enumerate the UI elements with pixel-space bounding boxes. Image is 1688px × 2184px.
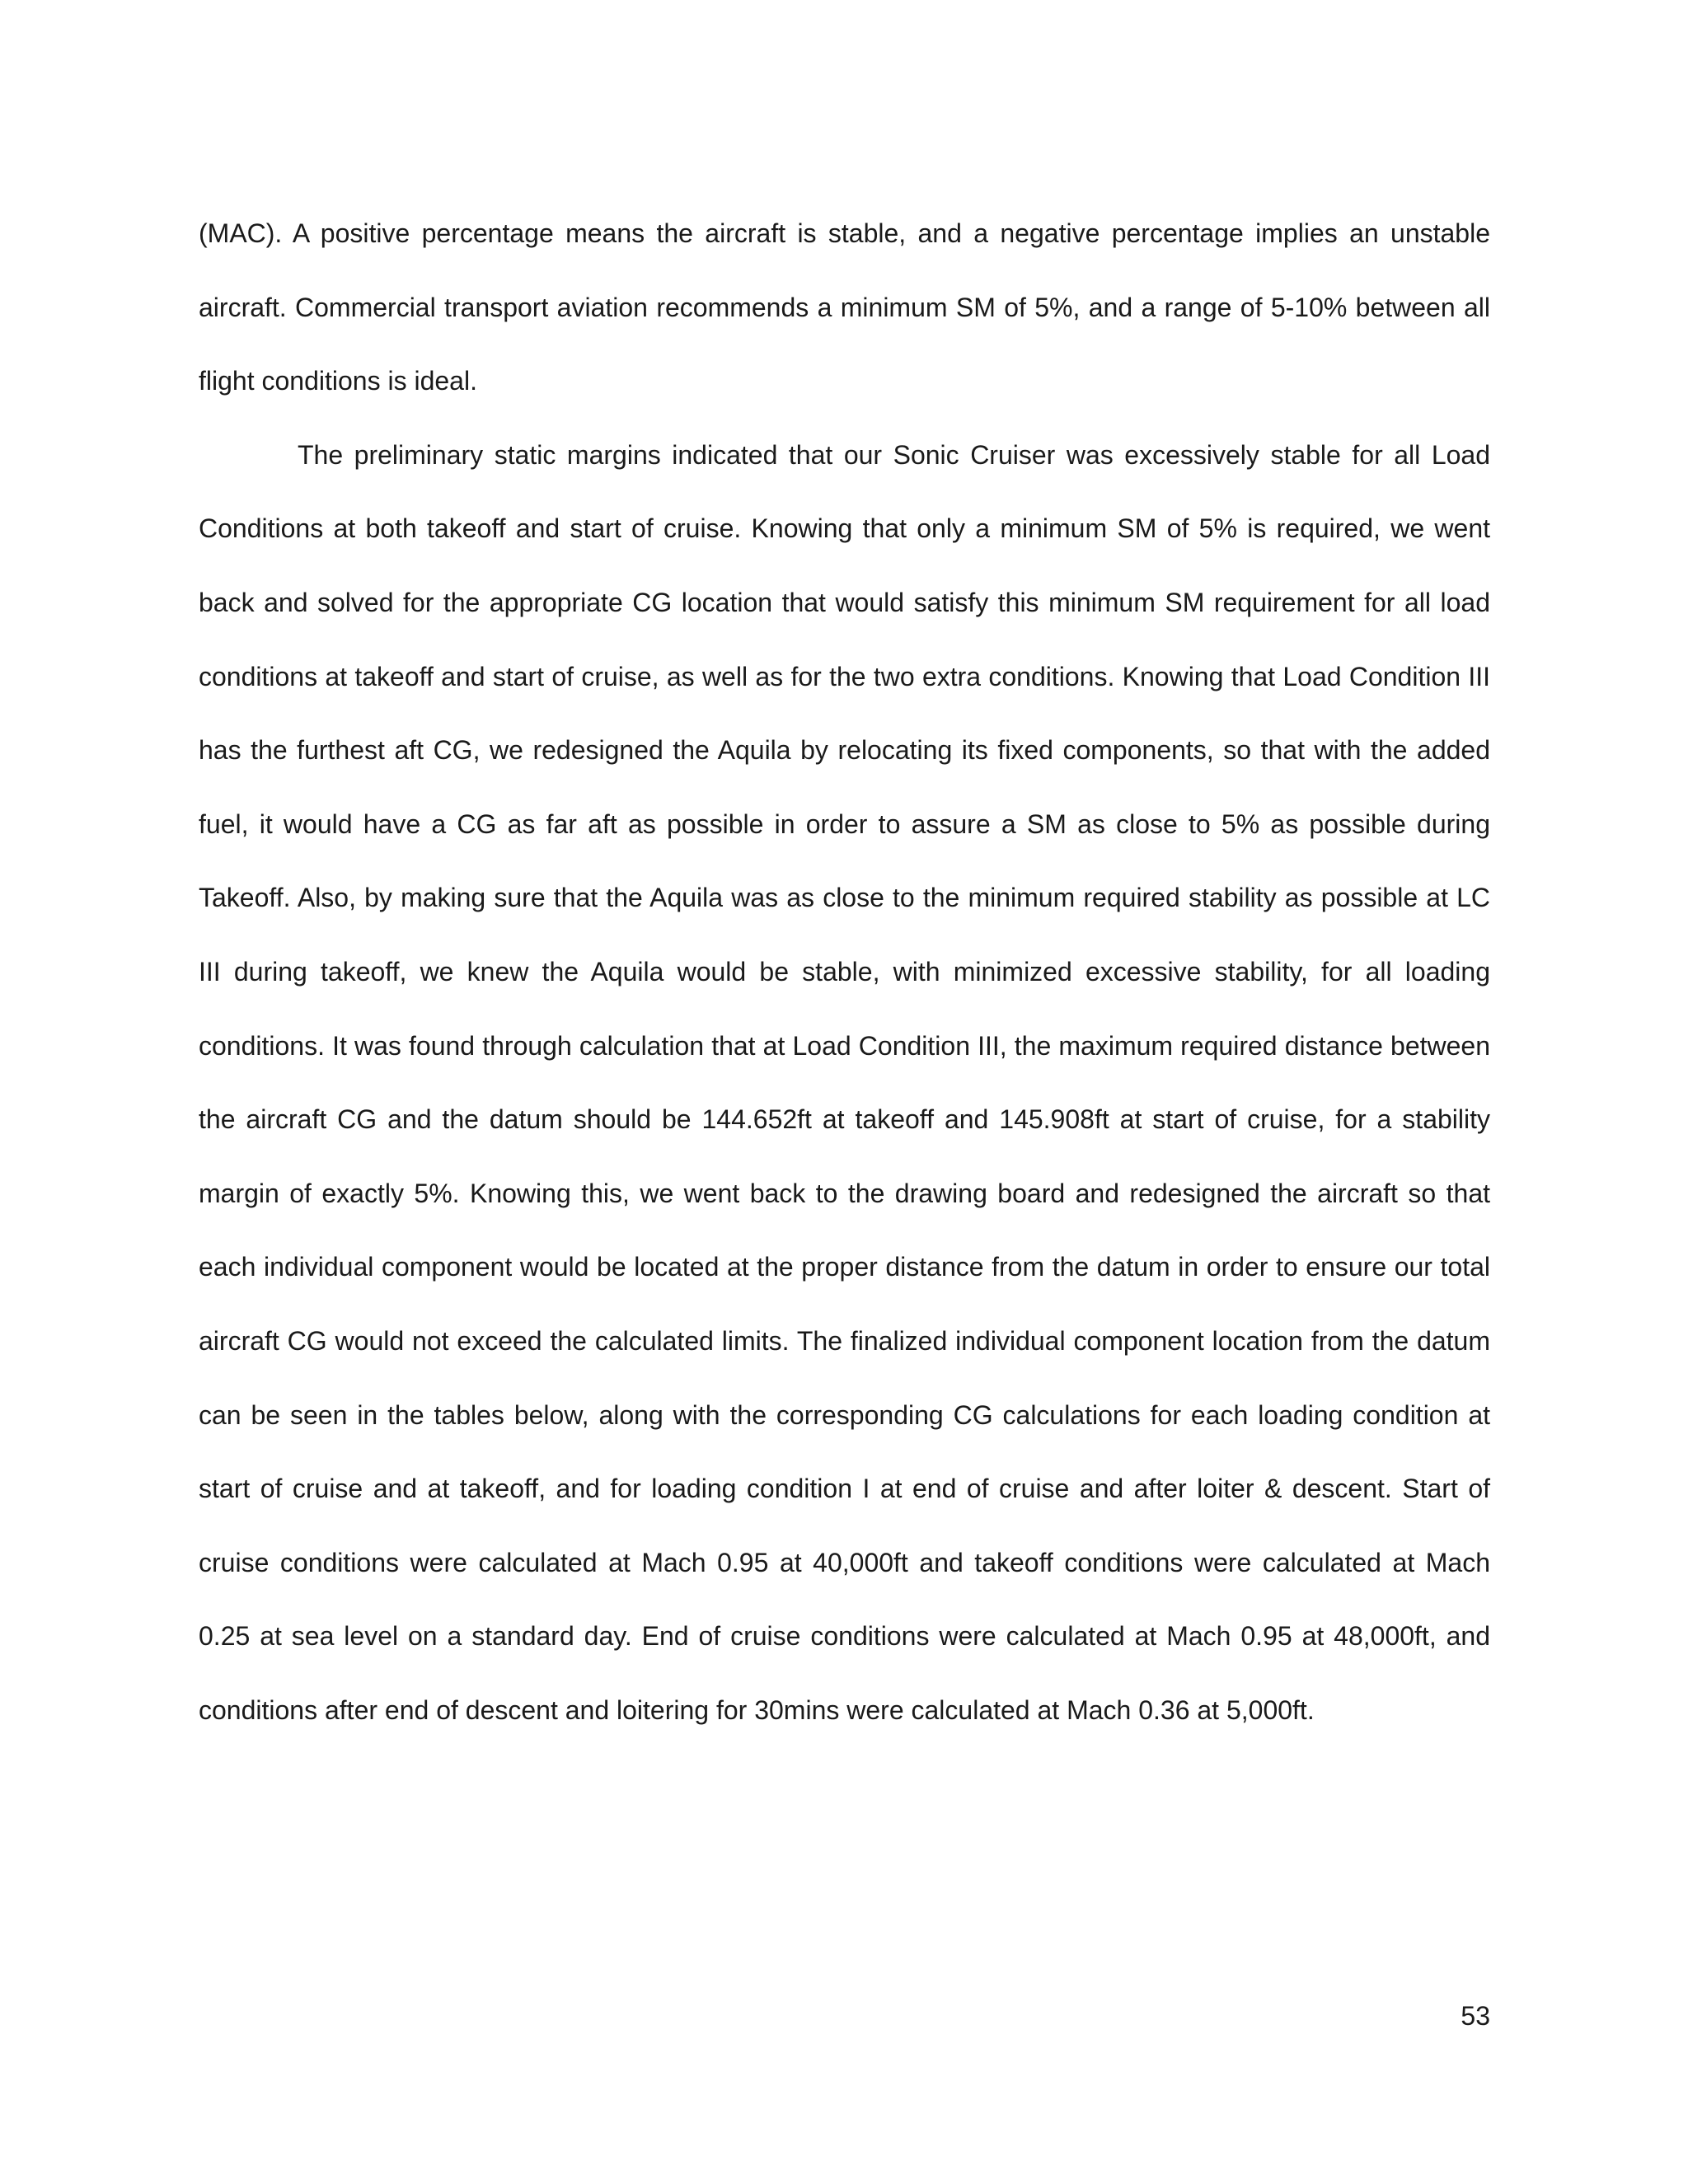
paragraph-static-margin-redesign: The preliminary static margins indicated that our Sonic Cruiser was excessively stable for all Load Conditions at both takeoff and start of cruise. Knowing that only a minimum SM of 5% is required, we went back and solved for the appropriate CG location that would satisfy this minimum SM requirement for all load conditions at takeoff and start of cruise, as well as for the two extra conditions. Knowing that Load Condition III has the furthest aft CG, we redesigned the Aquila by relocating its fixed components, so that with the added fuel, it would have a CG as far aft as possible in order to assure a SM as close to 5% as possible during Takeoff. Also, by making sure that the Aquila was as close to the minimum required stability as possible at LC III during takeoff, we knew the Aquila would be stable, with minimized excessive stability, for all loading conditions. It was found through calculation that at Load Condition III, the maximum required distance between the aircraft CG and the datum should be 144.652ft at takeoff and 145.908ft at start of cruise, for a stability margin of exactly 5%. Knowing this, we went back to the drawing board and redesigned the aircraft so that each individual component would be located at the proper distance from the datum in order to ensure our total aircraft CG would not exceed the calculated limits. The finalized individual component location from the datum can be seen in the tables below, along with the corresponding CG calculations for each loading condition at start of cruise and at takeoff, and for loading condition I at end of cruise and after loiter & descent. Start of cruise conditions were calculated at Mach 0.95 at 40,000ft and takeoff conditions were calculated at Mach 0.25 at sea level on a standard day. End of cruise conditions were calculated at Mach 0.95 at 48,000ft, and conditions after end of descent and loitering for 30mins were calculated at Mach 0.36 at 5,000ft. xyxy=(199,439,1490,1725)
body-text xyxy=(199,197,1490,1747)
paragraph-mac-definition: (MAC). A positive percentage means the aircraft is stable, and a negative percentage implies an unstable aircraft. Commercial transport aviation recommends a minimum SM of 5%, and a range of 5-10% between all flight conditions is ideal. xyxy=(199,218,1490,396)
page-number: 53 xyxy=(1461,2001,1490,2031)
